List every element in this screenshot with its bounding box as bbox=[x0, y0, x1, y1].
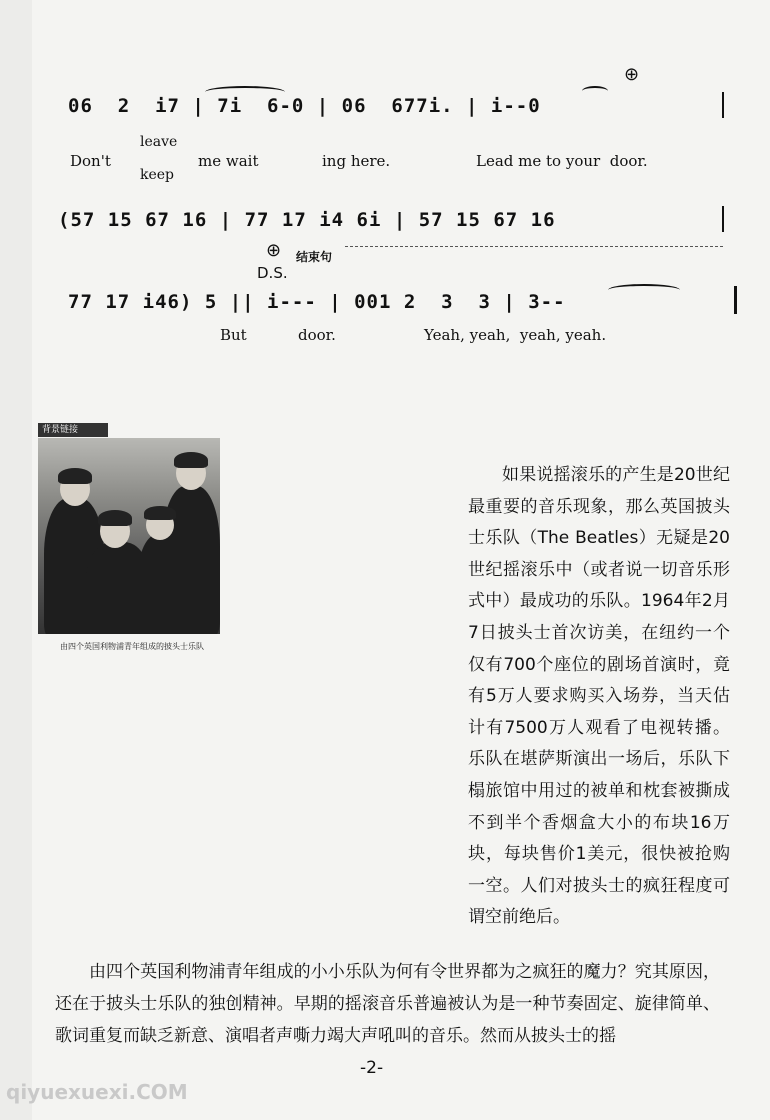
slur-mark bbox=[608, 284, 680, 296]
lyric-line-3-but: But bbox=[220, 326, 247, 344]
bottom-article bbox=[55, 956, 720, 1052]
band-member-hair bbox=[98, 510, 132, 526]
lyric-line-3-door: door. bbox=[298, 326, 336, 344]
coda-icon: ⊕ bbox=[624, 64, 640, 85]
page-number: -2- bbox=[360, 1058, 384, 1078]
barline bbox=[722, 206, 724, 232]
score-line-3: 77 17 i46) 5 || i--- | 001 2 3 3 | 3-- bbox=[68, 291, 566, 313]
band-photo bbox=[38, 438, 220, 634]
band-member-hair bbox=[58, 468, 92, 484]
scan-shadow bbox=[0, 0, 32, 1120]
ending-label: 结束句 bbox=[296, 250, 333, 264]
photo-tab: 背景链接 bbox=[38, 423, 108, 437]
final-barline bbox=[734, 286, 737, 314]
photo-caption: 由四个英国利物浦青年组成的披头士乐队 bbox=[60, 642, 204, 651]
fermata-mark bbox=[582, 86, 608, 96]
side-paragraph: 如果说摇滚乐的产生是20世纪最重要的音乐现象，那么英国披头士乐队（The Beatles）无疑是20世纪摇滚乐中（或者说一切音乐形式中）最成功的乐队。1964年2月7日披头士首次访美，在纽约一个仅有700个座位的剧场首演时，竟有5万人要求购买入场券，当天估计有7500万人观看了电视转播。乐队在堪萨斯演出一场后，乐队下榻旅馆中用过的被单和枕套被撕成不到半个香烟盒大小的布块16万块，每块售价1美元，很快被抢购一空。人们对披头士的疯狂程度可谓空前绝后。 bbox=[468, 465, 730, 928]
bottom-paragraph: 由四个英国利物浦青年组成的小小乐队为何有令世界都为之疯狂的魔力？究其原因，还在于披头士乐队的独创精神。早期的摇滚音乐普遍被认为是一种节奏固定、旋律简单、歌词重复而缺乏新意、演唱者声嘶力竭大声吼叫的音乐。然而从披头士的摇 bbox=[55, 962, 720, 1046]
barline bbox=[722, 92, 724, 118]
lyric-alt-leave: leave bbox=[140, 134, 178, 150]
band-member-hair bbox=[174, 452, 208, 468]
ds-marking: D.S. bbox=[257, 264, 288, 282]
coda-icon: ⊕ bbox=[266, 240, 282, 261]
lyric-alt-keep: keep bbox=[140, 167, 175, 183]
score-line-2: (57 15 67 16 | 77 17 i4 6i | 57 15 67 16 bbox=[58, 209, 556, 231]
lyric-line-1-start: Don't bbox=[70, 152, 111, 170]
site-watermark: qiyuexuexi.COM bbox=[6, 1080, 188, 1104]
side-article bbox=[468, 460, 730, 934]
ending-bracket bbox=[345, 246, 723, 247]
score-line-1: 06 2 i7 | 7i 6-0 | 06 677i. | i--0 bbox=[68, 95, 541, 117]
lyric-line-1-mid: me wait bbox=[198, 152, 259, 170]
band-member-figure bbox=[138, 534, 188, 634]
lyric-line-1-end: Lead me to your door. bbox=[476, 152, 648, 170]
lyric-line-1-cont: ing here. bbox=[322, 152, 391, 170]
lyric-line-3-yeah: Yeah, yeah, yeah, yeah. bbox=[424, 326, 607, 344]
band-member-hair bbox=[144, 506, 176, 520]
